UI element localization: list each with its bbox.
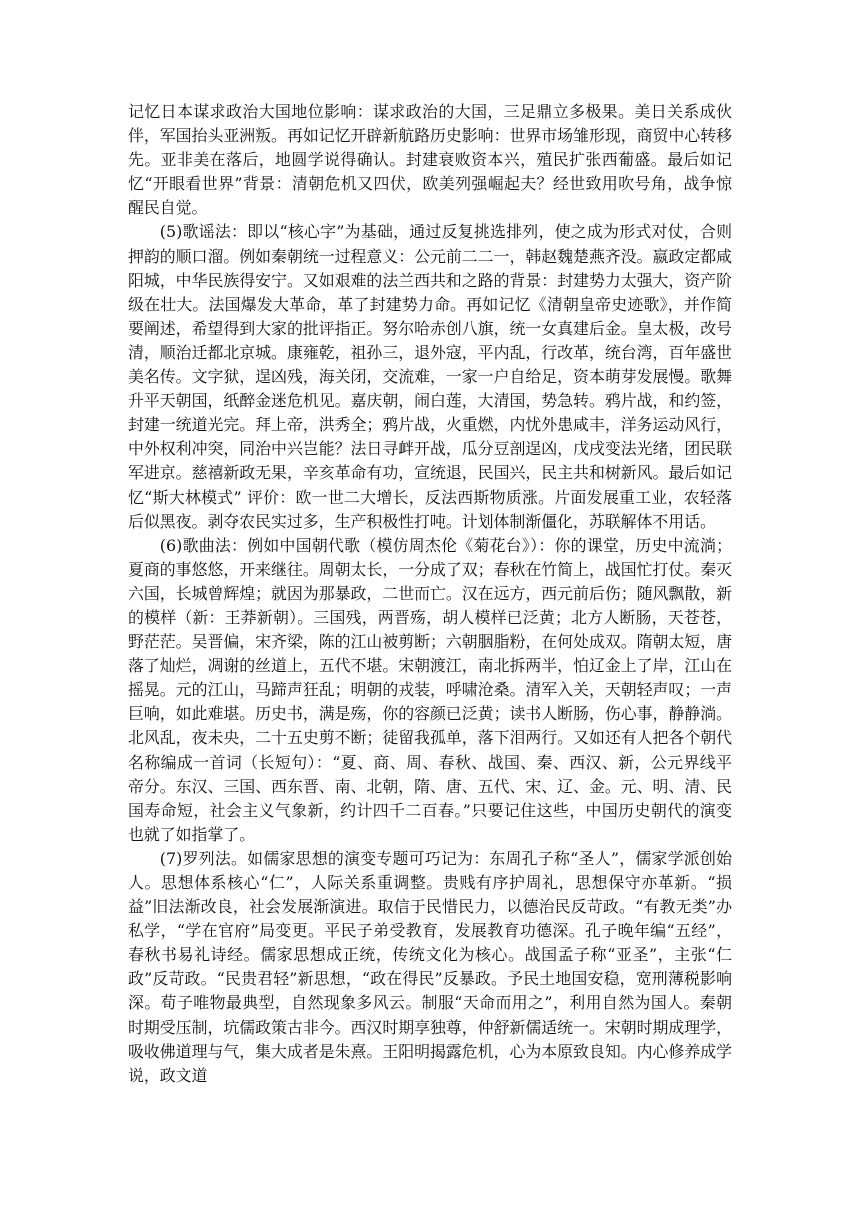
paragraph-listing-method: (7)罗列法。如儒家思想的演变专题可巧记为：东周孔子称“圣人”，儒家学派创始人。思想体系核心“仁”，人际关系重调整。贵贱有序护周礼，思想保守亦革新。“损益”旧法渐改良，社会发展渐演进。取信于民惜民力，以德治民反苛政。“有教无类”办私学，“学在官府”局变更。平民子弟受教育，发展教育功德深。孔子晚年编“五经”，春秋书易礼诗经。儒家思想成正统，传统文化为核心。战国孟子称“亚圣”，主张“仁政”反苛政。“民贵君轻”新思想，“政在得民”反暴政。予民土地国安稳，宽刑薄税影响深。荀子唯物最典型，自然现象多风云。制服“天命而用之”，利用自然为国人。秦朝时期受压制，坑儒政策古非今。西汉时期享独尊，仲舒新儒适统一。宋朝时期成理学，吸收佛道理与气，集大成者是朱熹。王阳明揭露危机，心为本原致良知。内心修养成学说，政文道 (128, 848, 732, 1085)
paragraph-song-method: (6)歌曲法：例如中国朝代歌（模仿周杰伦《菊花台》）：你的课堂，历史中流淌；夏商的事悠悠，开来继往。周朝太长，一分成了双；春秋在竹简上，战国忙打仗。秦灭六国，长城曾辉煌；就因为那暴政，二世而亡。汉在远方，西元前后伤；随风飘散，新的模样（新：王莽新朝）。三国残，两晋殇，胡人模样已泛黄；北方人断肠，天苍苍，野茫茫。吴晋偏，宋齐梁，陈的江山被剪断；六朝胭脂粉，在何处成双。隋朝太短，唐落了灿烂，凋谢的丝道上，五代不堪。宋朝渡江，南北拆两半，怕辽金上了岸，江山在摇晃。元的江山，马蹄声狂乱；明朝的戎装，呼啸沧桑。清军入关，天朝轻声叹；一声巨响，如此难堪。历史书，满是殇，你的容颜已泛黄；读书人断肠，伤心事，静静淌。北风乱，夜未央，二十五史剪不断；徒留我孤单，落下泪两行。又如还有人把各个朝代名称编成一首词（长短句）：“夏、商、周、春秋、战国、秦、西汉、新，公元界线平帝分。东汉、三国、西东晋、南、北朝，隋、唐、五代、宋、辽、金。元、明、清、民国寿命短，社会主义气象新，约计四千二百春。”只要记住这些，中国历史朝代的演变也就了如指掌了。 (128, 535, 732, 844)
paragraph-japan-and-new-route: 记忆日本谋求政治大国地位影响：谋求政治的大国，三足鼎立多极果。美日关系成伙伴，军国抬头亚洲叛。再如记忆开辟新航路历史影响：世界市场雏形现，商贸中心转移先。亚非美在落后，地圆学说得确认。封建衰败资本兴，殖民扩张西葡盛。最后如记忆“开眼看世界”背景：清朝危机又四伏，欧美列强崛起夫？经世致用吹号角，战争惊醒民自觉。 (128, 102, 732, 218)
paragraph-ballad-method: (5)歌谣法：即以“核心字”为基础，通过反复挑选排列，使之成为形式对仗，合则押韵的顺口溜。例如秦朝统一过程意义：公元前二二一，韩赵魏楚燕齐没。嬴政定都咸阳城，中华民族得安宁。又如艰难的法兰西共和之路的背景：封建势力太强大，资产阶级在壮大。法国爆发大革命，革了封建势力命。再如记忆《清朝皇帝史迹歌》，并作简要阐述，希望得到大家的批评指正。努尔哈赤创八旗，统一女真建后金。皇太极，改号清，顺治迁都北京城。康雍乾，祖孙三，退外寇，平内乱，行改革，统台湾，百年盛世美名传。文字狱，逞凶残，海关闭，交流难，一家一户自给足，资本萌芽发展慢。歌舞升平天朝国，纸醉金迷危机见。嘉庆朝，闹白莲，大清国，势急转。鸦片战，和约签，封建一统道光完。拜上帝，洪秀全；鸦片战，火重燃，内忧外患咸丰，洋务运动风行，中外权利冲突，同治中兴岂能？法日寻衅开战，瓜分豆剖逞凶，戊戌变法光绪，团民联军进京。慈禧新政无果，辛亥革命有功，宣统退，民国兴，民主共和树新风。最后如记忆“斯大林模式” 评价：欧一世二大增长，反法西斯物质涨。片面发展重工业，农轻落后似黑夜。剥夺农民实过多，生产积极性打吨。计划体制渐僵化，苏联解体不用话。 (128, 222, 732, 531)
document-page (128, 100, 732, 1088)
